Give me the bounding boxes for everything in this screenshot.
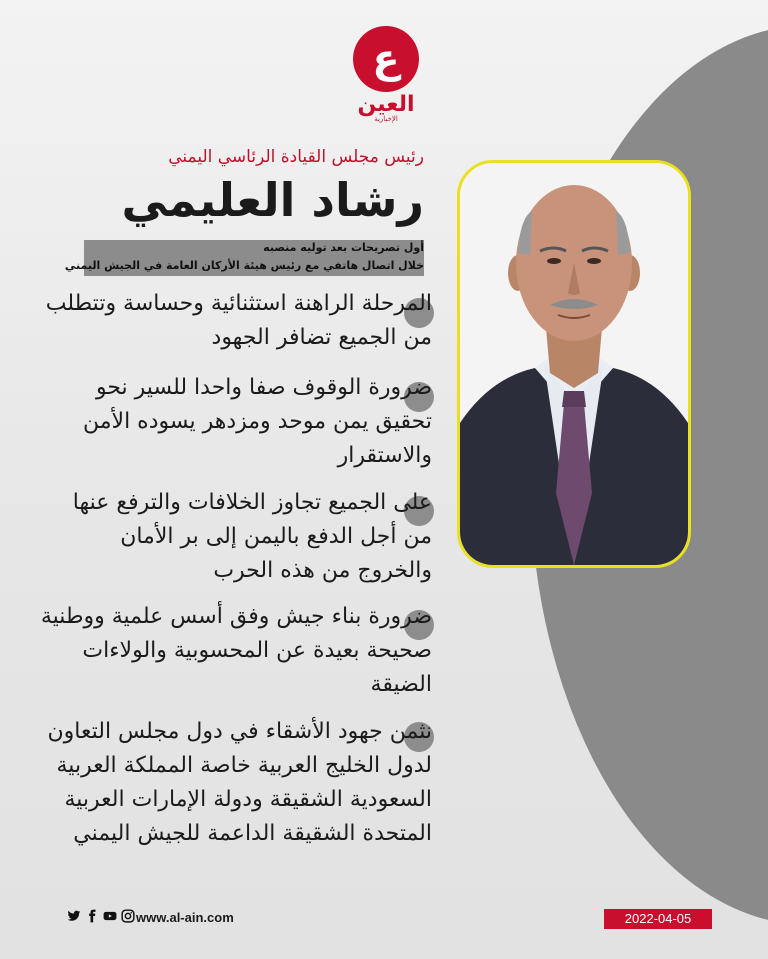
quote-item: على الجميع تجاوز الخلافات والترفع عنها من أجل الدفع باليمن إلى بر الأمان والخروج من هذه الحرب bbox=[72, 490, 432, 583]
logo-mark: ع bbox=[353, 26, 419, 92]
facebook-icon[interactable] bbox=[85, 909, 99, 923]
logo-tagline: الإخبارية bbox=[374, 115, 398, 123]
quote-item: ضرورة الوقوف صفا واحدا للسير نحو تحقيق يمن موحد ومزدهر يسوده الأمن والاستقرار bbox=[82, 375, 432, 468]
social-icons bbox=[67, 909, 135, 923]
person-name: رشاد العليمي bbox=[121, 173, 424, 227]
quote-item: المرحلة الراهنة استثنائية وحساسة وتتطلب من الجميع تضافر الجهود bbox=[45, 291, 432, 350]
youtube-icon[interactable] bbox=[103, 909, 117, 923]
website-url[interactable]: www.al-ain.com bbox=[136, 910, 234, 925]
person-title: رئيس مجلس القيادة الرئاسي اليمني bbox=[168, 147, 424, 167]
quote-item: ضرورة بناء جيش وفق أسس علمية ووطنية صحيحة بعيدة عن المحسوبية والولاءات الضيقة bbox=[40, 604, 432, 697]
twitter-icon[interactable] bbox=[67, 909, 81, 923]
quote-item: نثمن جهود الأشقاء في دول مجلس التعاون لدول الخليج العربية خاصة المملكة العربية السعودية الشقيقة ودولة الإمارات العربية المتحدة الشقيقة الداعمة للجيش اليمني bbox=[47, 719, 432, 846]
portrait-photo bbox=[457, 160, 691, 568]
al-ain-logo bbox=[346, 26, 426, 122]
logo-name: العين bbox=[357, 92, 415, 117]
date-badge: 2022-04-05 bbox=[604, 909, 712, 929]
context-line-2: خلال اتصال هاتفي مع رئيس هيئة الأركان العامة في الجيش اليمني bbox=[64, 259, 424, 272]
instagram-icon[interactable] bbox=[121, 909, 135, 923]
context-line-1: أول تصريحات بعد توليه منصبه bbox=[263, 241, 424, 254]
